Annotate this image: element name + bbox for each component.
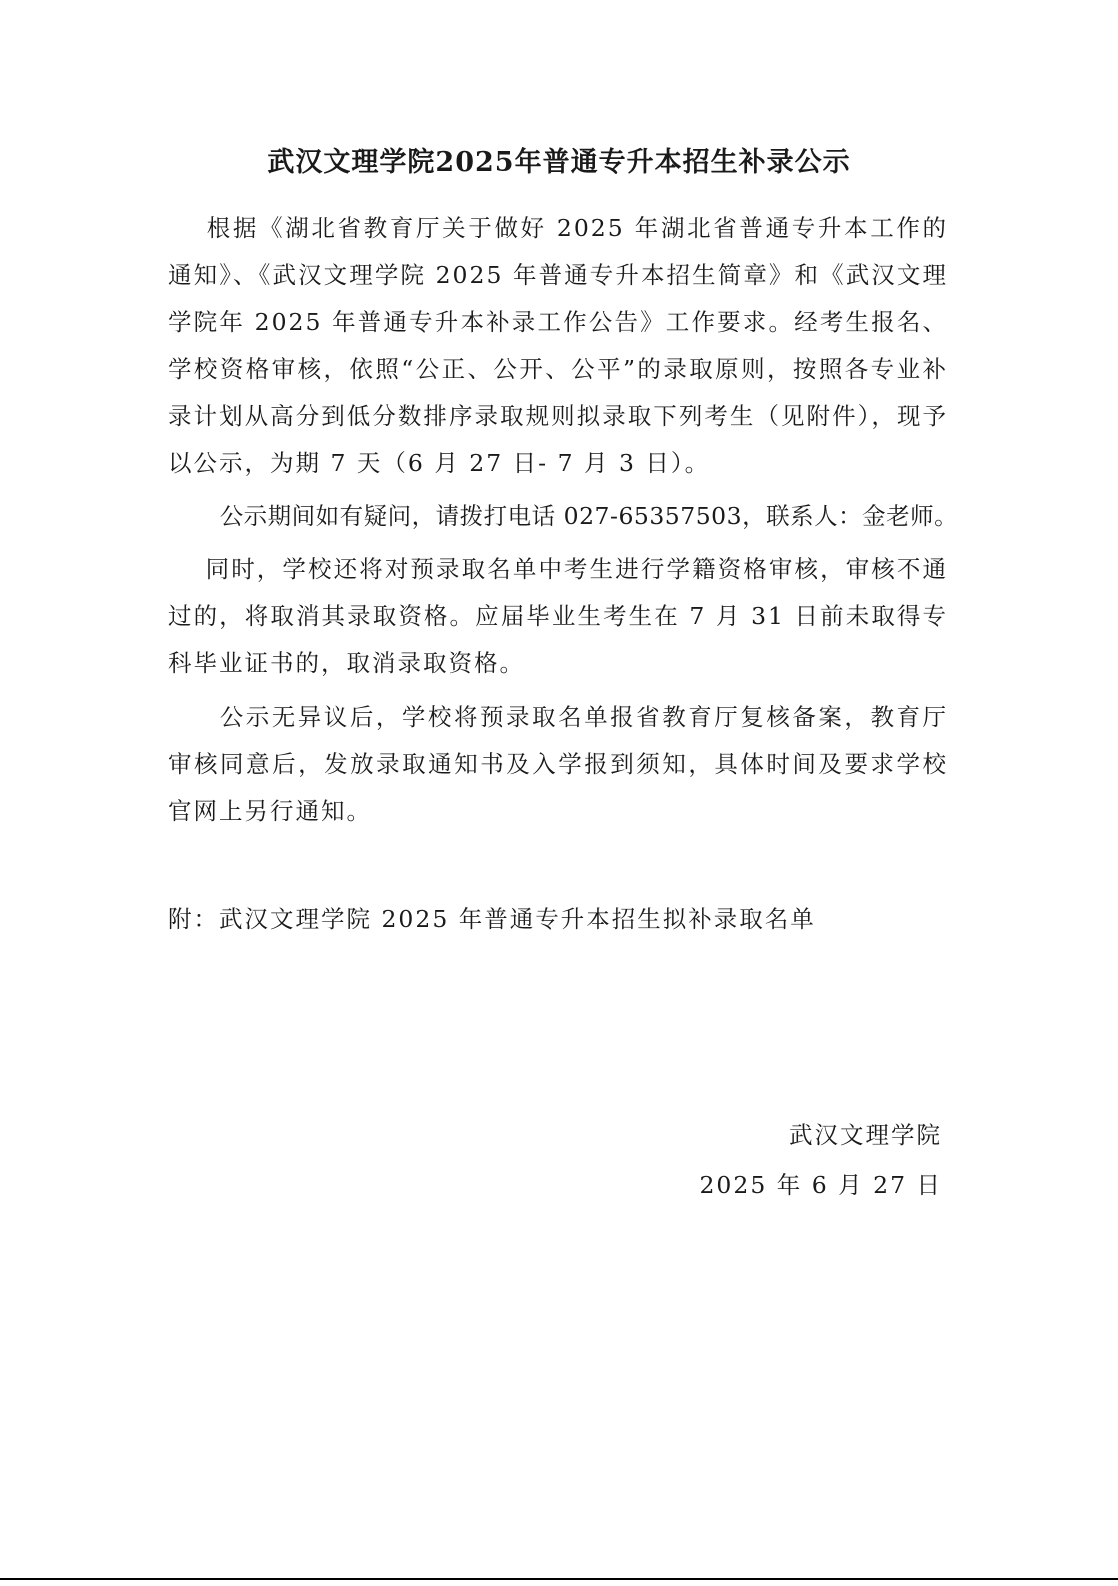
signature-date: 2025 年 6 月 27 日 <box>699 1171 942 1199</box>
body-paragraph-1: 根据《湖北省教育厅关于做好 2025 年湖北省普通专升本工作的通知》、《武汉文理学院 2025 年普通专升本招生简章》和《武汉文理学院年 2025 年普通专升本补录工作公告》工作要求。经考生报名、学校资格审核，依照“公正、公开、公平”的录取原则，按照各专业补录计划从高分到低分数排序录取规则拟录取下列考生（见附件），现予以公示，为期 7 天（6 月 27 日- 7 月 3 日）。 <box>168 214 948 477</box>
body-paragraph-4: 公示无异议后，学校将预录取名单报省教育厅复核备案，教育厅审核同意后，发放录取通知书及入学报到须知，具体时间及要求学校官网上另行通知。 <box>168 703 948 825</box>
signature-org: 武汉文理学院 <box>789 1121 942 1149</box>
body-paragraph-3: 同时，学校还将对预录取名单中考生进行学籍资格审核，审核不通过的，将取消其录取资格。应届毕业生考生在 7 月 31 日前未取得专科毕业证书的，取消录取资格。 <box>168 555 948 677</box>
attachment-note: 附：武汉文理学院 2025 年普通专升本招生拟补录取名单 <box>168 905 816 933</box>
bottom-divider <box>0 1578 1118 1580</box>
body-paragraph-contact: 公示期间如有疑问，请拨打电话 027-65357503，联系人：金老师。 <box>219 502 959 530</box>
signature-block <box>699 1110 942 1210</box>
document-title: 武汉文理学院2025年普通专升本招生补录公示 <box>267 147 851 178</box>
